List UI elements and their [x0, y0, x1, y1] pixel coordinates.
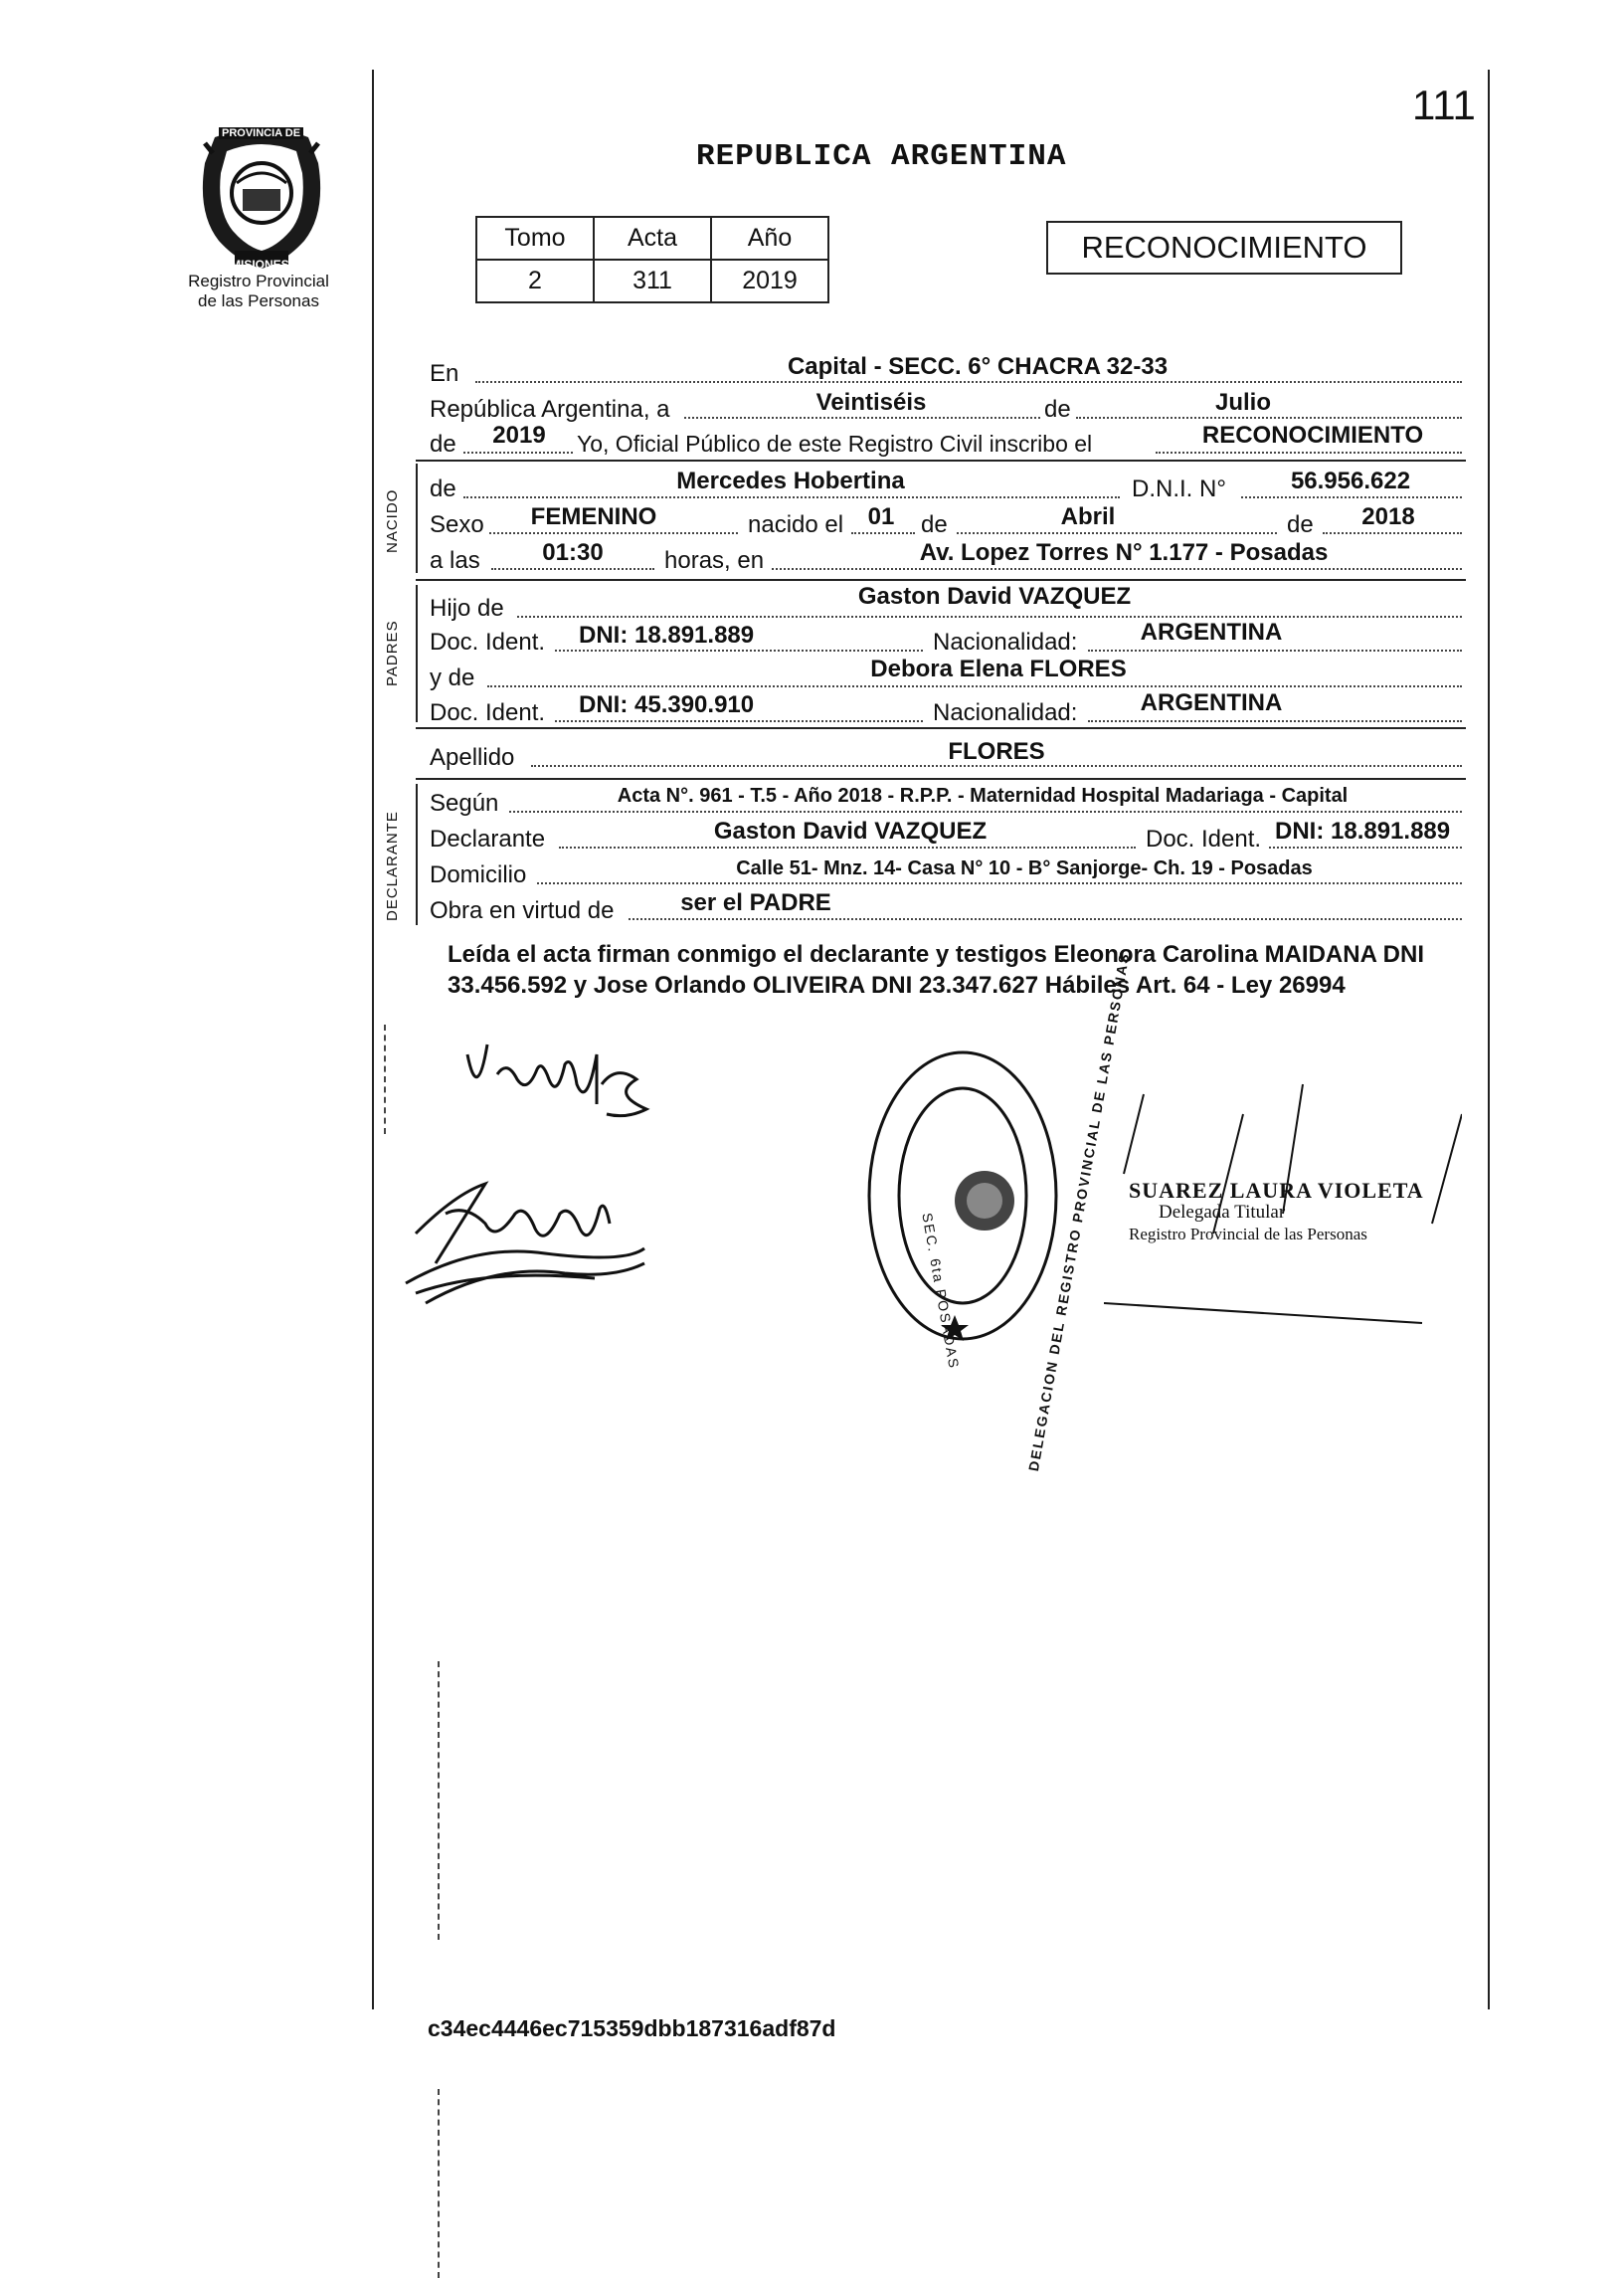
logo-text-bottom: MISIONES: [231, 258, 289, 272]
act-reference-table: [475, 216, 829, 303]
registry-label-line2: de las Personas: [198, 291, 319, 310]
segun-value: Acta N°. 961 - T.5 - Año 2018 - R.P.P. - Maternidad Hospital Madariaga - Capital: [617, 785, 1349, 807]
padres-bracket: [416, 585, 418, 722]
sexo-label: Sexo: [430, 511, 484, 538]
doc-ident-label: Doc. Ident.: [1146, 826, 1262, 853]
dotted-line: [555, 720, 923, 722]
birth-year-value: 2018: [1361, 503, 1415, 530]
sexo-value: FEMENINO: [530, 503, 657, 530]
official-stamp: [863, 1046, 1062, 1350]
nacionalidad-label: Nacionalidad:: [933, 629, 1078, 656]
margin-dash: [438, 2089, 440, 2278]
place-value: Capital - SECC. 6° CHACRA 32-33: [787, 353, 1169, 380]
official-stamp-text: [1129, 1180, 1424, 1245]
dotted-line: [491, 568, 654, 570]
nacionalidad-label: Nacionalidad:: [933, 699, 1078, 726]
nacido-bracket: [416, 464, 418, 573]
dotted-line: [1088, 720, 1462, 722]
section-divider: [416, 727, 1466, 729]
de-label: de: [921, 511, 948, 538]
stamp-ring-text: DELEGACION DEL REGISTRO PROVINCIAL DE LAS PERSONAS: [1024, 950, 1133, 1473]
dotted-line: [1076, 417, 1462, 419]
obra-value: ser el PADRE: [680, 889, 831, 916]
dotted-line: [1088, 650, 1462, 652]
dotted-line: [957, 532, 1277, 534]
document-hash: c34ec4446ec715359dbb187316adf87d: [428, 2015, 836, 2041]
dotted-line: [1323, 532, 1462, 534]
obra-label: Obra en virtud de: [430, 897, 615, 924]
margin-dash: [384, 1025, 386, 1134]
official-organization: Registro Provincial de las Personas: [1129, 1225, 1367, 1243]
a-las-label: a las: [430, 547, 480, 574]
dni-label: D.N.I. N°: [1132, 475, 1226, 502]
segun-label: Según: [430, 790, 499, 817]
declarante-side-label: DECLARANTE: [384, 811, 401, 921]
birth-day-value: 01: [867, 503, 895, 530]
mother-name-value: Debora Elena FLORES: [870, 656, 1127, 682]
dotted-line: [509, 811, 1462, 813]
en-label: En: [430, 360, 459, 387]
de-label: de: [430, 431, 456, 458]
domicilio-value: Calle 51- Mnz. 14- Casa N° 10 - B° Sanjorge- Ch. 19 - Posadas: [736, 857, 1313, 879]
dotted-line: [475, 381, 1462, 383]
witness-signature: [396, 1154, 664, 1328]
father-name-value: Gaston David VAZQUEZ: [857, 583, 1132, 610]
dotted-line: [1241, 496, 1462, 498]
page-number: 111: [1412, 82, 1476, 128]
header-tomo: Tomo: [476, 217, 594, 260]
father-nationality-value: ARGENTINA: [1140, 619, 1283, 646]
dotted-line: [851, 532, 915, 534]
section-divider: [416, 778, 1466, 780]
margin-dash: [438, 1661, 440, 1940]
logo-text-top: PROVINCIA DE: [219, 127, 303, 139]
horas-label: horas, en: [664, 547, 765, 574]
dotted-line: [1156, 452, 1462, 454]
doc-ident-label: Doc. Ident.: [430, 629, 546, 656]
declarant-signature: [438, 1025, 666, 1139]
table-value-row: [476, 260, 828, 302]
dotted-line: [537, 882, 1462, 884]
reading-statement: Leída el acta firman conmigo el declarante y testigos Eleonora Carolina MAIDANA DNI 33.456.592 y Jose Orlando OLIVEIRA DNI 23.347.627 Hábiles Art. 64 - Ley 26994: [448, 941, 1425, 999]
domicilio-label: Domicilio: [430, 861, 527, 888]
dotted-line: [517, 616, 1462, 618]
header-ano: Año: [711, 217, 828, 260]
declarante-label: Declarante: [430, 826, 546, 853]
value-ano: 2019: [711, 260, 828, 302]
dotted-line: [772, 568, 1462, 570]
value-tomo: 2: [476, 260, 594, 302]
right-margin-line: [1488, 70, 1490, 2009]
header-acta: Acta: [594, 217, 711, 260]
country-title: REPUBLICA ARGENTINA: [696, 139, 1067, 174]
padres-side-label: PADRES: [384, 620, 401, 686]
table-header-row: [476, 217, 828, 260]
stamp-inner-text: SEC. 6ta POSADAS: [919, 1212, 963, 1371]
month-value: Julio: [1214, 389, 1272, 416]
dotted-line: [463, 452, 573, 454]
declarante-bracket: [416, 784, 418, 925]
dotted-line: [684, 417, 1040, 419]
de-label: de: [1287, 511, 1314, 538]
year-value: 2019: [492, 422, 546, 449]
oficial-text: Yo, Oficial Público de este Registro Civil inscribo el: [577, 431, 1093, 457]
act-type-box: RECONOCIMIENTO: [1046, 221, 1402, 275]
republica-label: República Argentina, a: [430, 396, 670, 423]
declarante-doc-value: DNI: 18.891.889: [1275, 818, 1451, 845]
birth-place-value: Av. Lopez Torres N° 1.177 - Posadas: [919, 539, 1329, 566]
dotted-line: [629, 918, 1462, 920]
value-acta: 311: [594, 260, 711, 302]
province-logo: [195, 123, 328, 278]
declarante-value: Gaston David VAZQUEZ: [713, 818, 988, 845]
nacido-el-label: nacido el: [748, 511, 844, 538]
birth-month-value: Abril: [1060, 503, 1116, 530]
dotted-line: [463, 496, 1120, 498]
dotted-line: [559, 847, 1136, 849]
hijo-de-label: Hijo de: [430, 595, 504, 622]
child-name-value: Mercedes Hobertina: [676, 468, 905, 494]
apellido-value: FLORES: [948, 738, 1045, 765]
de-label: de: [1044, 396, 1071, 423]
child-dni-value: 56.956.622: [1290, 468, 1411, 494]
registry-label-line1: Registro Provincial: [188, 272, 329, 290]
official-role: Delegada Titular: [1159, 1202, 1286, 1223]
left-margin-line: [372, 70, 374, 2009]
dotted-line: [555, 650, 923, 652]
doc-ident-label: Doc. Ident.: [430, 699, 546, 726]
dotted-line: [487, 685, 1462, 687]
mother-nationality-value: ARGENTINA: [1140, 689, 1283, 716]
section-divider: [416, 460, 1466, 462]
nacido-side-label: NACIDO: [384, 488, 401, 553]
section-divider: [416, 579, 1466, 581]
father-doc-value: DNI: 18.891.889: [579, 622, 755, 649]
dotted-line: [1269, 847, 1462, 849]
mother-doc-value: DNI: 45.390.910: [579, 691, 755, 718]
birth-time-value: 01:30: [542, 539, 604, 566]
apellido-label: Apellido: [430, 744, 515, 771]
dotted-line: [489, 532, 738, 534]
official-name: SUAREZ LAURA VIOLETA: [1129, 1178, 1424, 1203]
day-value: Veintiséis: [815, 389, 927, 416]
y-de-label: y de: [430, 665, 475, 691]
nacido-de-label: de: [430, 475, 456, 502]
inscribo-value: RECONOCIMIENTO: [1201, 422, 1424, 449]
registry-label: [169, 272, 348, 311]
